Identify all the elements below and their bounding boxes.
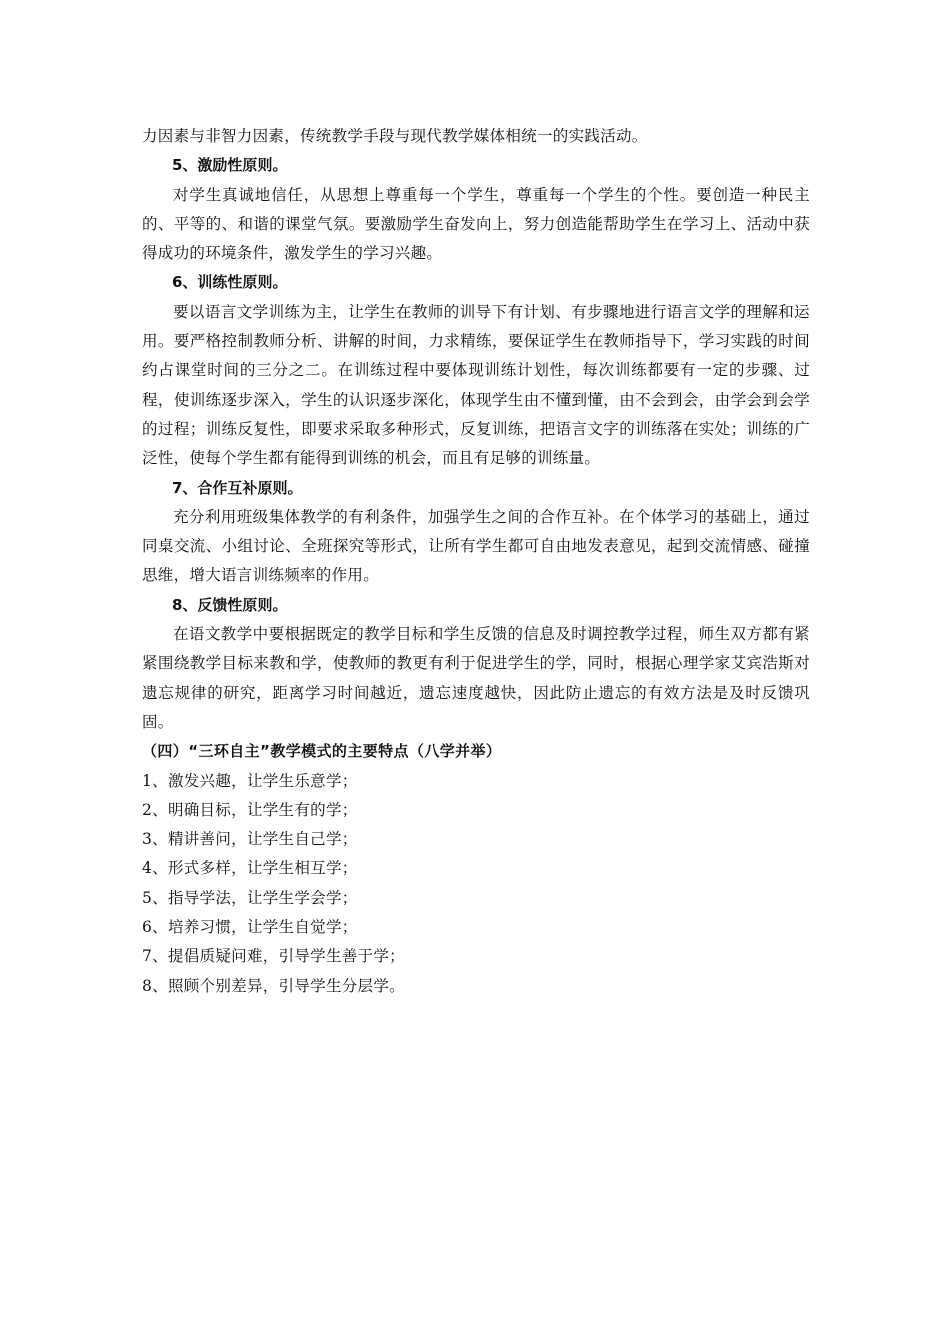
feature-item: 8、照顾个别差异，引导学生分层学。: [142, 976, 405, 995]
principle-body-7: 充分利用班级集体教学的有利条件，加强学生之间的合作互补。在个体学习的基础上，通过同桌交流、小组讨论、全班探究等形式，让所有学生都可自由地发表意见，起到交流情感、碰撞思维，增大语言训练频率的作用。: [142, 507, 810, 585]
principle-heading-7: 7、合作互补原则。: [172, 478, 303, 497]
feature-item: 6、培养习惯，让学生自觉学；: [142, 918, 358, 937]
principle-heading-8: 8、反馈性原则。: [172, 595, 288, 614]
feature-item: 3、精讲善问，让学生自己学；: [142, 830, 358, 849]
principle-body-6: 要以语言文学训练为主，让学生在教师的训导下有计划、有步骤地进行语言文学的理解和运用。要严格控制教师分析、讲解的时间，力求精练，要保证学生在教师指导下，学习实践的时间约占课堂时间的三分之二。在训练过程中要体现训练计划性，每次训练都要有一定的步骤、过程，使训练逐步深入，学生的认识逐步深化，体现学生由不懂到懂，由不会到会，由学会到会学的过程；训练反复性，即要求采取多种形式，反复训练，把语言文字的训练落在实处；训练的广泛性，使每个学生都有能得到训练的机会，而且有足够的训练量。: [142, 302, 810, 468]
feature-item: 2、明确目标，让学生有的学；: [142, 800, 358, 819]
principle-heading-5: 5、激励性原则。: [172, 156, 288, 175]
document-body: [142, 122, 810, 1001]
feature-item: 4、形式多样，让学生相互学；: [142, 859, 358, 878]
feature-item: 5、指导学法，让学生学会学；: [142, 888, 358, 907]
principle-body-5: 对学生真诚地信任，从思想上尊重每一个学生，尊重每一个学生的个性。要创造一种民主的、平等的、和谐的课堂气氛。要激励学生奋发向上，努力创造能帮助学生在学习上、活动中获得成功的环境条件，激发学生的学习兴趣。: [142, 185, 810, 263]
feature-item: 7、提倡质疑问难，引导学生善于学；: [142, 947, 405, 966]
principle-heading-6: 6、训练性原则。: [172, 273, 288, 292]
principle-body-8: 在语文教学中要根据既定的教学目标和学生反馈的信息及时调控教学过程，师生双方都有紧紧围绕教学目标来教和学，使教师的教更有利于促进学生的学，同时，根据心理学家艾宾浩斯对遗忘规律的研究，距离学习时间越近，遗忘速度越快，因此防止遗忘的有效方法是及时反馈巩固。: [142, 625, 810, 731]
feature-item: 1、激发兴趣，让学生乐意学；: [142, 771, 358, 790]
features-heading: （四）“三环自主”教学模式的主要特点（八学并举）: [142, 742, 502, 761]
intro-continuation: 力因素与非智力因素，传统教学手段与现代教学媒体相统一的实践活动。: [142, 127, 648, 145]
